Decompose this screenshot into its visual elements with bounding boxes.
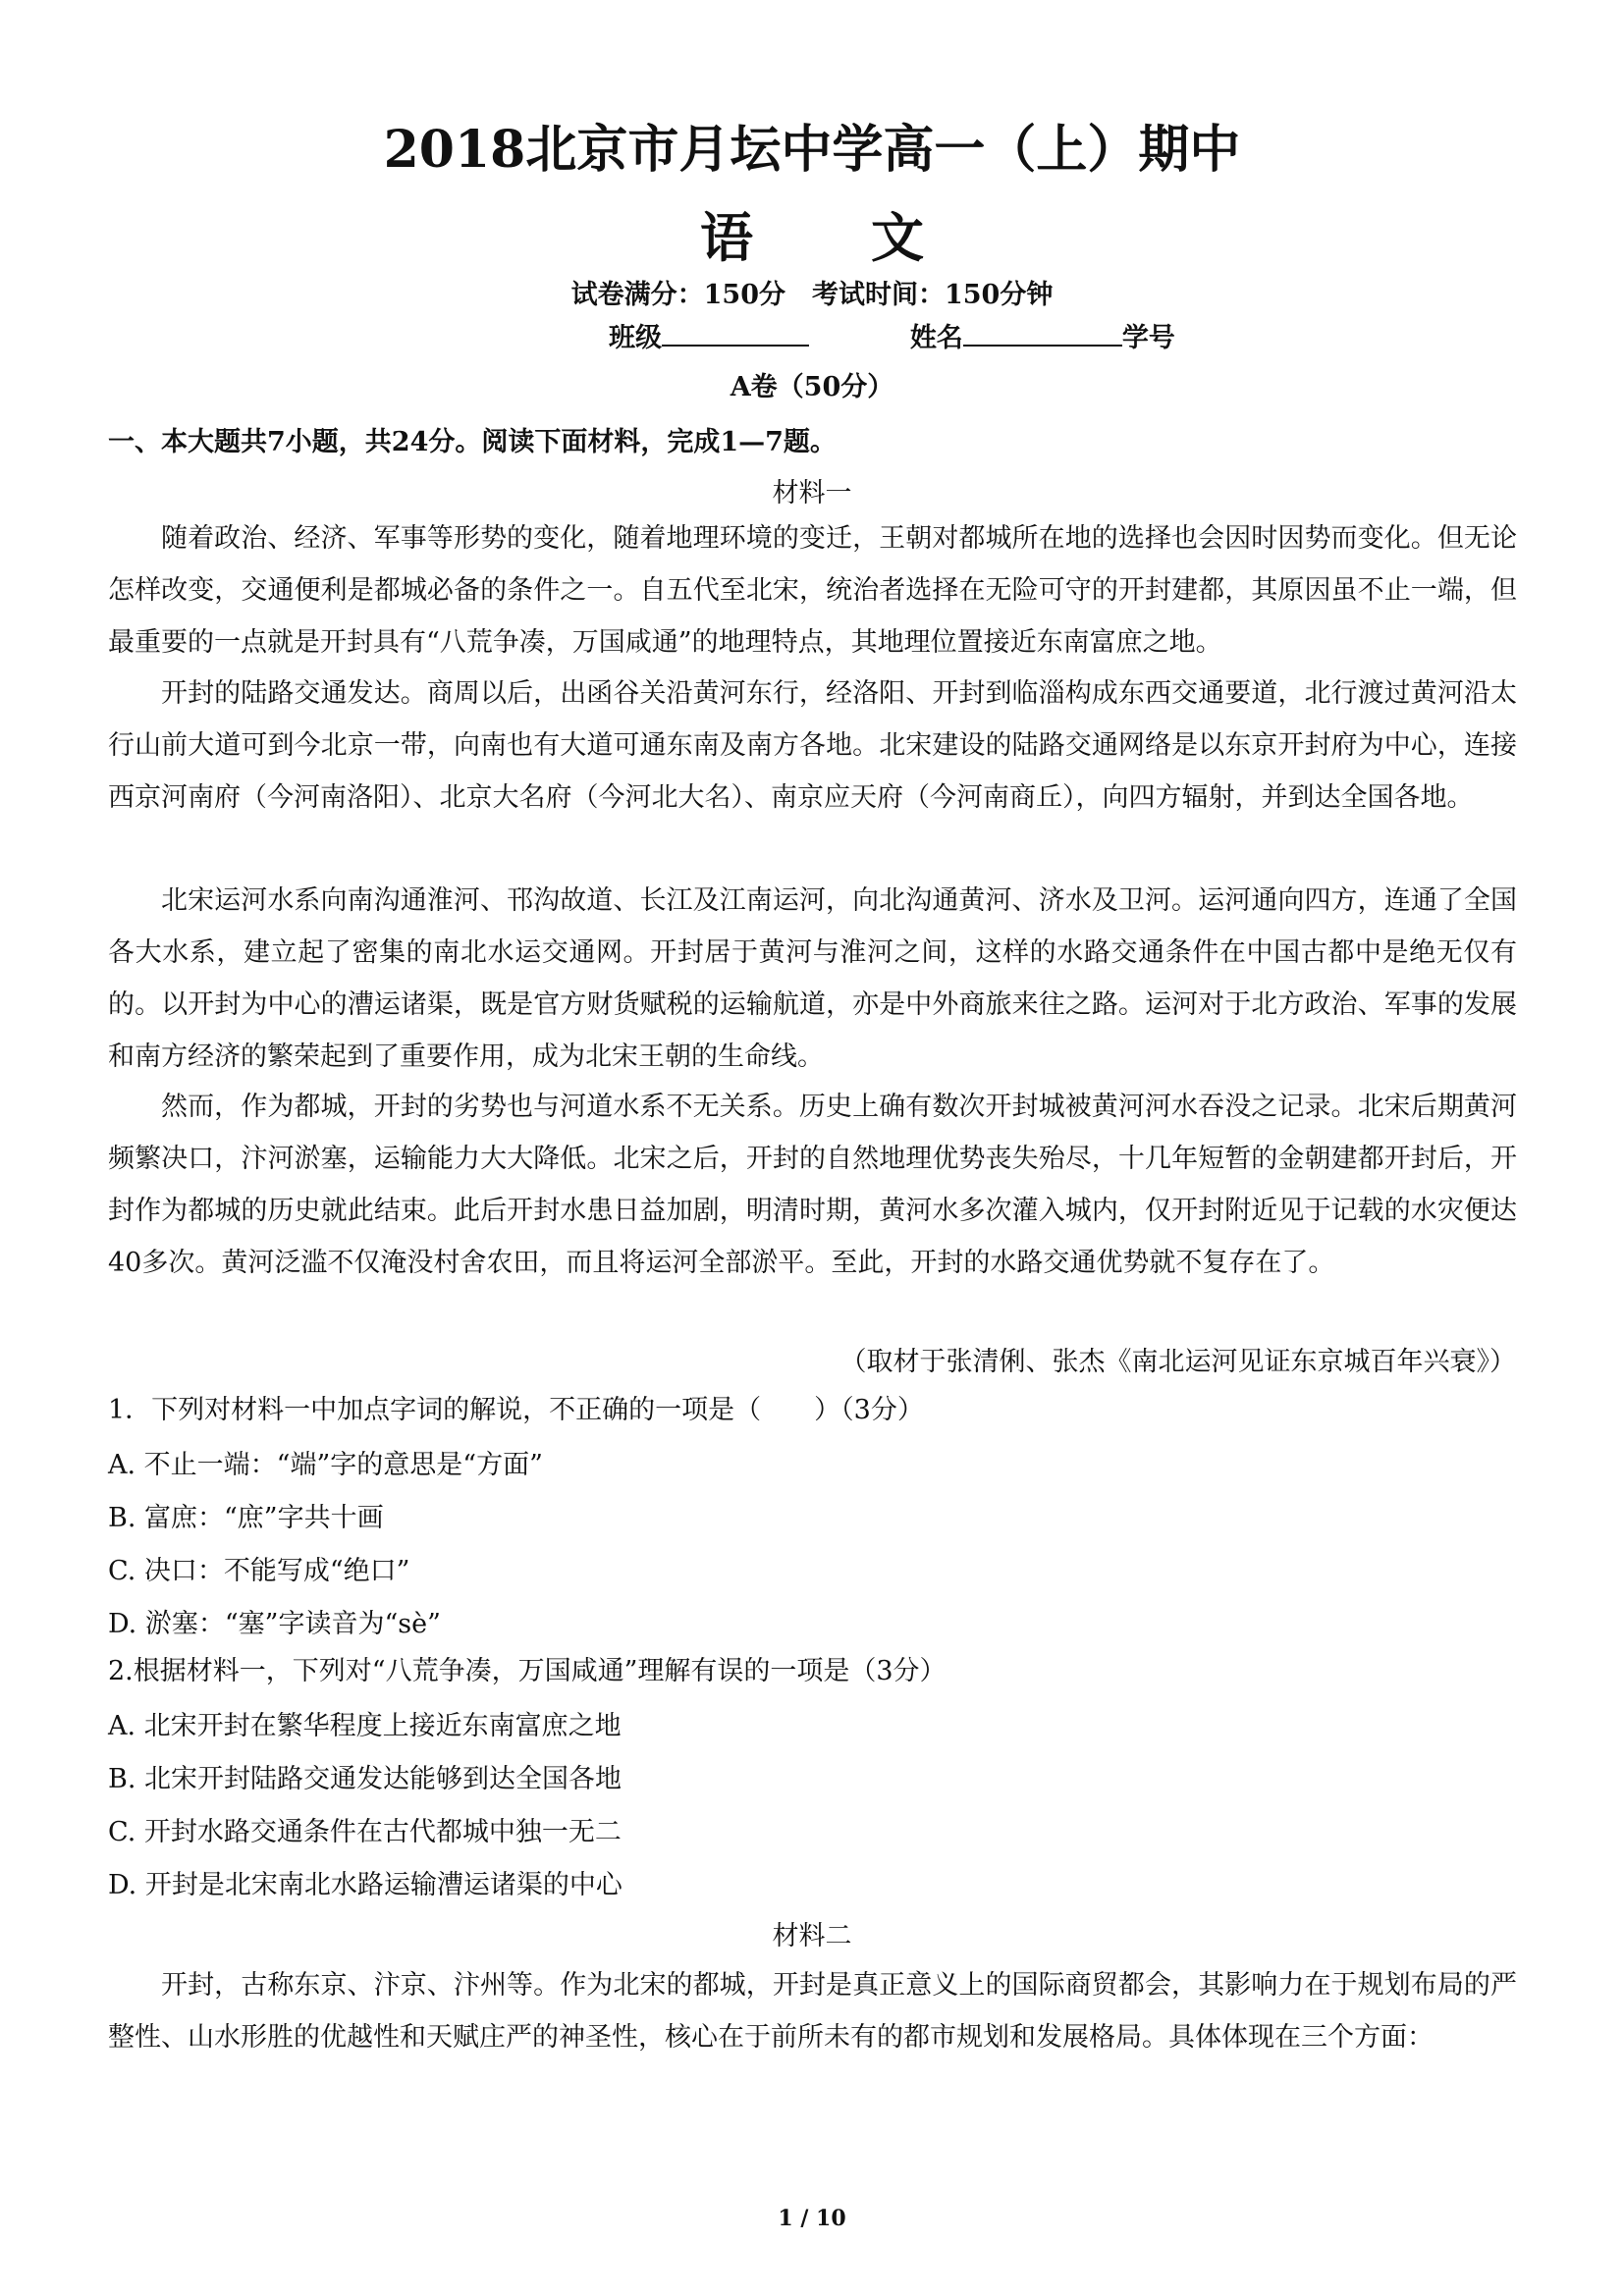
material1-paragraph-3: 北宋运河水系向南沟通淮河、邗沟故道、长江及江南运河，向北沟通黄河、济水及卫河。运河通向四方，连通了全国各大水系，建立起了密集的南北水运交通网。开封居于黄河与淮河之间，这样的水路交通条件在中国古都中是绝无仅有的。以开封为中心的漕运诸渠，既是官方财货赋税的运输航道，亦是中外商旅来往之路。运河对于北方政治、军事的发展和南方经济的繁荣起到了重要作用，成为北宋王朝的生命线。 bbox=[108, 885, 1517, 1072]
question-2-stem: 2.根据材料一，下列对“八荒争凑，万国咸通”理解有误的一项是（3分） bbox=[108, 1656, 947, 1686]
question-2-option-b[interactable]: B. 北宋开封陆路交通发达能够到达全国各地 bbox=[108, 1764, 623, 1794]
page-number: 1 / 10 bbox=[778, 2206, 846, 2231]
question-1-option-a[interactable]: A. 不止一端：“端”字的意思是“方面” bbox=[108, 1450, 543, 1480]
question-1-option-b[interactable]: B. 富庶：“庶”字共十画 bbox=[108, 1503, 384, 1533]
question-2-option-c[interactable]: C. 开封水路交通条件在古代都城中独一无二 bbox=[108, 1817, 622, 1847]
subject-title: 语文 bbox=[700, 206, 1042, 269]
class-blank[interactable] bbox=[662, 319, 809, 347]
question-1-stem: 1．下列对材料一中加点字词的解说，不正确的一项是（ ）（3分） bbox=[108, 1395, 924, 1425]
material2-paragraph-1: 开封，古称东京、汴京、汴州等。作为北宋的都城，开封是真正意义上的国际商贸都会，其影响力在于规划布局的严整性、山水形胜的优越性和天赋庄严的神圣性，核心在于前所未有的都市规划和发展格局。具体体现在三个方面： bbox=[108, 1970, 1517, 2053]
section-a-title: A卷（50分） bbox=[730, 372, 894, 402]
question-1-option-c[interactable]: C. 决口：不能写成“绝口” bbox=[108, 1556, 410, 1586]
material1-paragraph-1: 随着政治、经济、军事等形势的变化，随着地理环境的变迁，王朝对都城所在地的选择也会因时因势而变化。但无论怎样改变，交通便利是都城必备的条件之一。自五代至北宋，统治者选择在无险可守的开封建都，其原因虽不止一端，但最重要的一点就是开封具有“八荒争凑，万国咸通”的地理特点，其地理位置接近东南富庶之地。 bbox=[108, 523, 1517, 658]
exam-meta: 试卷满分：150分 考试时间：150分钟 bbox=[570, 280, 1054, 310]
material2-title: 材料二 bbox=[772, 1921, 852, 1951]
question-1-option-d[interactable]: D. 淤塞：“塞”字读音为“sè” bbox=[108, 1609, 441, 1639]
id-label: 学号 bbox=[1121, 323, 1175, 353]
question-2-option-a[interactable]: A. 北宋开封在繁华程度上接近东南富庶之地 bbox=[108, 1711, 622, 1741]
question-2-option-d[interactable]: D. 开封是北宋南北水路运输漕运诸渠的中心 bbox=[108, 1870, 623, 1900]
material1-paragraph-2: 开封的陆路交通发达。商周以后，出函谷关沿黄河东行，经洛阳、开封到临淄构成东西交通要道，北行渡过黄河沿太行山前大道可到今北京一带，向南也有大道可通东南及南方各地。北宋建设的陆路交通网络是以东京开封府为中心，连接西京河南府（今河南洛阳）、北京大名府（今河北大名）、南京应天府（今河南商丘），向四方辐射，并到达全国各地。 bbox=[108, 678, 1517, 813]
student-info-fields bbox=[609, 316, 1175, 354]
exam-title: 2018北京市月坛中学高一（上）期中 bbox=[383, 120, 1241, 180]
class-label: 班级 bbox=[609, 323, 662, 353]
name-blank[interactable] bbox=[963, 319, 1122, 347]
material1-paragraph-4: 然而，作为都城，开封的劣势也与河道水系不无关系。历史上确有数次开封城被黄河河水吞没之记录。北宋后期黄河频繁决口，汴河淤塞，运输能力大大降低。北宋之后，开封的自然地理优势丧失殆尽，十几年短暂的金朝建都开封后，开封作为都城的历史就此结束。此后开封水患日益加剧，明清时期，黄河水多次灌入城内，仅开封附近见于记载的水灾便达40多次。黄河泛滥不仅淹没村舍农田，而且将运河全部淤平。至此，开封的水路交通优势就不复存在了。 bbox=[108, 1092, 1517, 1278]
material1-title: 材料一 bbox=[772, 478, 852, 508]
part1-heading: 一、本大题共7小题，共24分。阅读下面材料，完成1—7题。 bbox=[108, 427, 837, 457]
material1-source: （取材于张清俐、张杰《南北运河见证东京城百年兴衰》） bbox=[839, 1347, 1516, 1377]
name-label: 姓名 bbox=[909, 323, 963, 353]
